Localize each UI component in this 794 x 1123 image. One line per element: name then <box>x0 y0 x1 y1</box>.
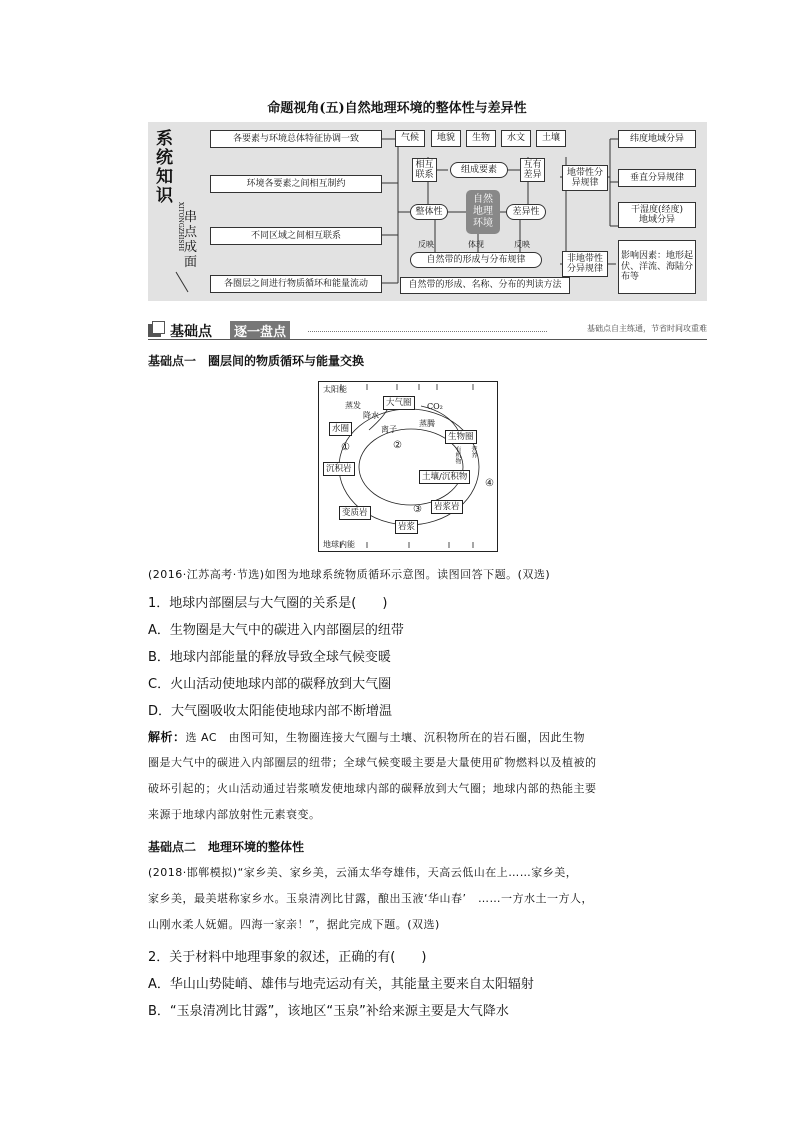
side-char: 统 <box>156 148 173 168</box>
precipitation-label: 降水 <box>363 411 379 420</box>
soil-box: 土壤/沉积物 <box>419 470 470 484</box>
section-dots <box>308 331 547 332</box>
side-pinyin: XITONGZHISHI <box>177 202 184 252</box>
section-header <box>148 321 707 339</box>
num-1: ① <box>341 442 350 453</box>
nutrient-label: 营养 <box>470 446 477 458</box>
num-3: ③ <box>413 504 422 515</box>
analysis-line: 来源于地球内部放射性元素衰变。 <box>148 808 321 821</box>
side-char: 知 <box>156 167 173 187</box>
organic-label: 有机物 <box>454 446 461 464</box>
transpiration-label: 蒸腾 <box>419 419 435 428</box>
q2-stem: 2．关于材料中地理事象的叙述，正确的有( ) <box>148 950 427 965</box>
integrity: 整体性 <box>410 204 448 220</box>
magma-box: 岩浆 <box>395 520 418 534</box>
solar-energy-label: 太阳能 <box>323 385 347 394</box>
section-label: 基础点 <box>170 324 212 340</box>
q1-intro: (2016·江苏高考·节选)如图为地球系统物质循环示意图。读图回答下题。(双选) <box>148 568 551 581</box>
ion-label: 离子 <box>381 425 397 434</box>
q2-option-a: A．华山山势陡峭、雄伟与地壳运动有关，其能量主要来自太阳辐射 <box>148 977 534 992</box>
right-item-vertical: 垂直分异规律 <box>618 169 696 187</box>
element-biology: 生物 <box>466 130 496 147</box>
zonal-law: 地带性分 异规律 <box>562 165 608 191</box>
left-item: 不同区域之间相互联系 <box>210 227 382 245</box>
zone-judge: 自然带的形成、名称、分布的判读方法 <box>400 277 570 294</box>
natural-environment: 自然 地理 环境 <box>466 190 500 234</box>
side-char: 面 <box>184 255 198 270</box>
metamorphic-rock-box: 变质岩 <box>339 506 371 520</box>
element-soil: 土壤 <box>536 130 566 147</box>
concept-map <box>148 122 707 301</box>
mutual-difference: 互有 差异 <box>520 158 545 182</box>
evaporation-label: 蒸发 <box>345 401 361 410</box>
point2-heading: 基础点二 地理环境的整体性 <box>148 840 305 854</box>
element-hydrology: 水文 <box>501 130 531 147</box>
reflect-left: 反映 <box>418 240 434 249</box>
side-char: 串 <box>184 210 198 225</box>
cycle-diagram <box>318 381 498 552</box>
hydrosphere-box: 水圈 <box>329 422 352 436</box>
embody: 体现 <box>468 240 484 249</box>
page-title: 命题视角(五)自然地理环境的整体性与差异性 <box>267 101 527 116</box>
analysis-line: 破坏引起的；火山活动通过岩浆喷发使地球内部的碳释放到大气圈；地球内部的热能主要 <box>148 782 597 795</box>
q1-stem: 1．地球内部圈层与大气圈的关系是( ) <box>148 596 388 611</box>
zone-law: 自然带的形成与分布规律 <box>410 252 542 268</box>
analysis-line: 选 AC 由图可知，生物圈连接大气圈与土壤、沉积物所在的岩石圈，因此生物 <box>185 731 586 744</box>
magmatic-rock-box: 岩浆岩 <box>431 500 463 514</box>
section-square-outline-icon <box>152 321 165 334</box>
analysis-line: 圈是大气中的碳进入内部圈层的纽带；全球气候变暖主要是大量使用矿物燃料以及植被的 <box>148 756 597 769</box>
q1-option-c: C．火山活动使地球内部的碳释放到大气圈 <box>148 677 392 692</box>
right-item-latitude: 纬度地域分异 <box>618 130 696 148</box>
material-line: 家乡美，最美堪称家乡水。玉泉清冽比甘露，酿出玉液‘华山春’ ……一方水土一方人， <box>148 892 593 905</box>
material-line: 山刚水柔人妩媚。四海一家亲！”，据此完成下题。(双选) <box>148 918 440 931</box>
left-item: 环境各要素之间相互制约 <box>210 175 382 193</box>
side-char: 点 <box>184 225 198 240</box>
side-char: 系 <box>156 129 173 149</box>
left-item: 各圈层之间进行物质循环和能量流动 <box>210 275 382 293</box>
section-note: 基础点自主练通，节省时间攻重难 <box>587 324 707 333</box>
section-label-highlight: 逐一盘点 <box>230 321 290 340</box>
num-2: ② <box>393 440 402 451</box>
influence-factors: 影响因素：地形起伏、洋流、海陆分布等 <box>618 240 696 294</box>
reflect-right: 反映 <box>514 240 530 249</box>
section-underline <box>148 339 707 340</box>
difference: 差异性 <box>506 204 546 220</box>
num-4: ④ <box>485 478 494 489</box>
co2-label: CO₂ <box>427 402 443 411</box>
left-item: 各要素与环境总体特征协调一致 <box>210 130 382 148</box>
sedimentary-rock-box: 沉积岩 <box>323 462 355 476</box>
q1-option-b: B．地球内部能量的释放导致全球气候变暖 <box>148 650 391 665</box>
side-char: 成 <box>184 240 198 255</box>
material-line: (2018·邯郸模拟)“家乡美、家乡美，云涌太华夸雄伟，天高云低山在上……家乡美， <box>148 866 578 879</box>
q1-option-d: D．大气圈吸收太阳能使地球内部不断增温 <box>148 704 393 719</box>
right-item-moisture: 干湿度(经度) 地域分异 <box>618 202 696 228</box>
element-climate: 气候 <box>395 130 425 147</box>
point1-heading: 基础点一 圈层间的物质循环与能量交换 <box>148 354 365 368</box>
side-char: 识 <box>156 186 173 206</box>
mutual-link: 相互 联系 <box>412 158 437 182</box>
internal-energy-label: 地球内能 <box>323 540 355 549</box>
atmosphere-box: 大气圈 <box>383 396 415 410</box>
biosphere-box: 生物圈 <box>445 430 477 444</box>
element-landform: 地貌 <box>431 130 461 147</box>
azonal-law: 非地带性 分异规律 <box>562 251 608 277</box>
components: 组成要素 <box>450 162 508 178</box>
analysis-label: 解析： <box>148 730 186 744</box>
q1-option-a: A．生物圈是大气中的碳进入内部圈层的纽带 <box>148 623 404 638</box>
q2-option-b: B．“玉泉清冽比甘露”，该地区“玉泉”补给来源主要是大气降水 <box>148 1004 509 1019</box>
q1-analysis <box>148 728 708 745</box>
